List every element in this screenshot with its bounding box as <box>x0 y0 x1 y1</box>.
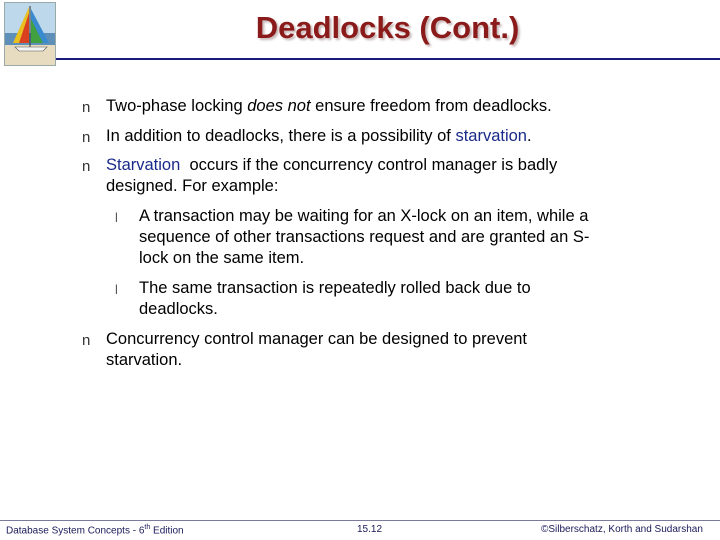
footer-book-title: Database System Concepts - 6th Edition <box>6 524 184 537</box>
bullet-marker: n <box>82 158 91 175</box>
footer-slide-number: 15.12 <box>357 524 383 535</box>
bullet-starvation-definition <box>82 155 626 197</box>
bullet-text: ensure freedom from deadlocks. <box>310 97 552 115</box>
bullet-text: Two-phase locking <box>106 97 248 115</box>
subbullet-text: The same transaction is repeatedly rolled back due to deadlocks. <box>139 279 531 318</box>
bullet-two-phase-locking <box>82 96 636 117</box>
bullet-marker: n <box>82 129 91 146</box>
footer-divider <box>0 520 720 521</box>
subbullet-rolled-back <box>115 278 579 320</box>
highlight-starvation: starvation <box>455 127 527 145</box>
bullet-text: In addition to deadlocks, there is a possibility of <box>106 127 456 145</box>
bullet-starvation-possibility <box>82 126 636 147</box>
footer-copyright: ©Silberschatz, Korth and Sudarshan <box>541 524 703 535</box>
bullet-text: . <box>527 127 532 145</box>
subbullet-marker: l <box>115 210 118 225</box>
slide-title: Deadlocks (Cont.) <box>255 10 520 45</box>
bullet-marker: n <box>82 332 91 349</box>
bullet-text: occurs if the concurrency control manager is badly designed. For example: <box>106 156 562 195</box>
bullet-marker: n <box>82 99 91 116</box>
bullet-prevent-starvation <box>82 329 586 371</box>
title-divider <box>56 58 720 60</box>
subbullet-text: A transaction may be waiting for an X-lock on an item, while a sequence of other transactions request and are granted an S-lock on the same item. <box>139 207 590 267</box>
highlight-starvation: Starvation <box>106 156 181 174</box>
subbullet-x-lock-waiting <box>115 206 599 269</box>
subbullet-marker: l <box>115 282 118 297</box>
bullet-text: Concurrency control manager can be designed to prevent starvation. <box>106 330 527 369</box>
bullet-emphasis: does not <box>247 97 311 115</box>
